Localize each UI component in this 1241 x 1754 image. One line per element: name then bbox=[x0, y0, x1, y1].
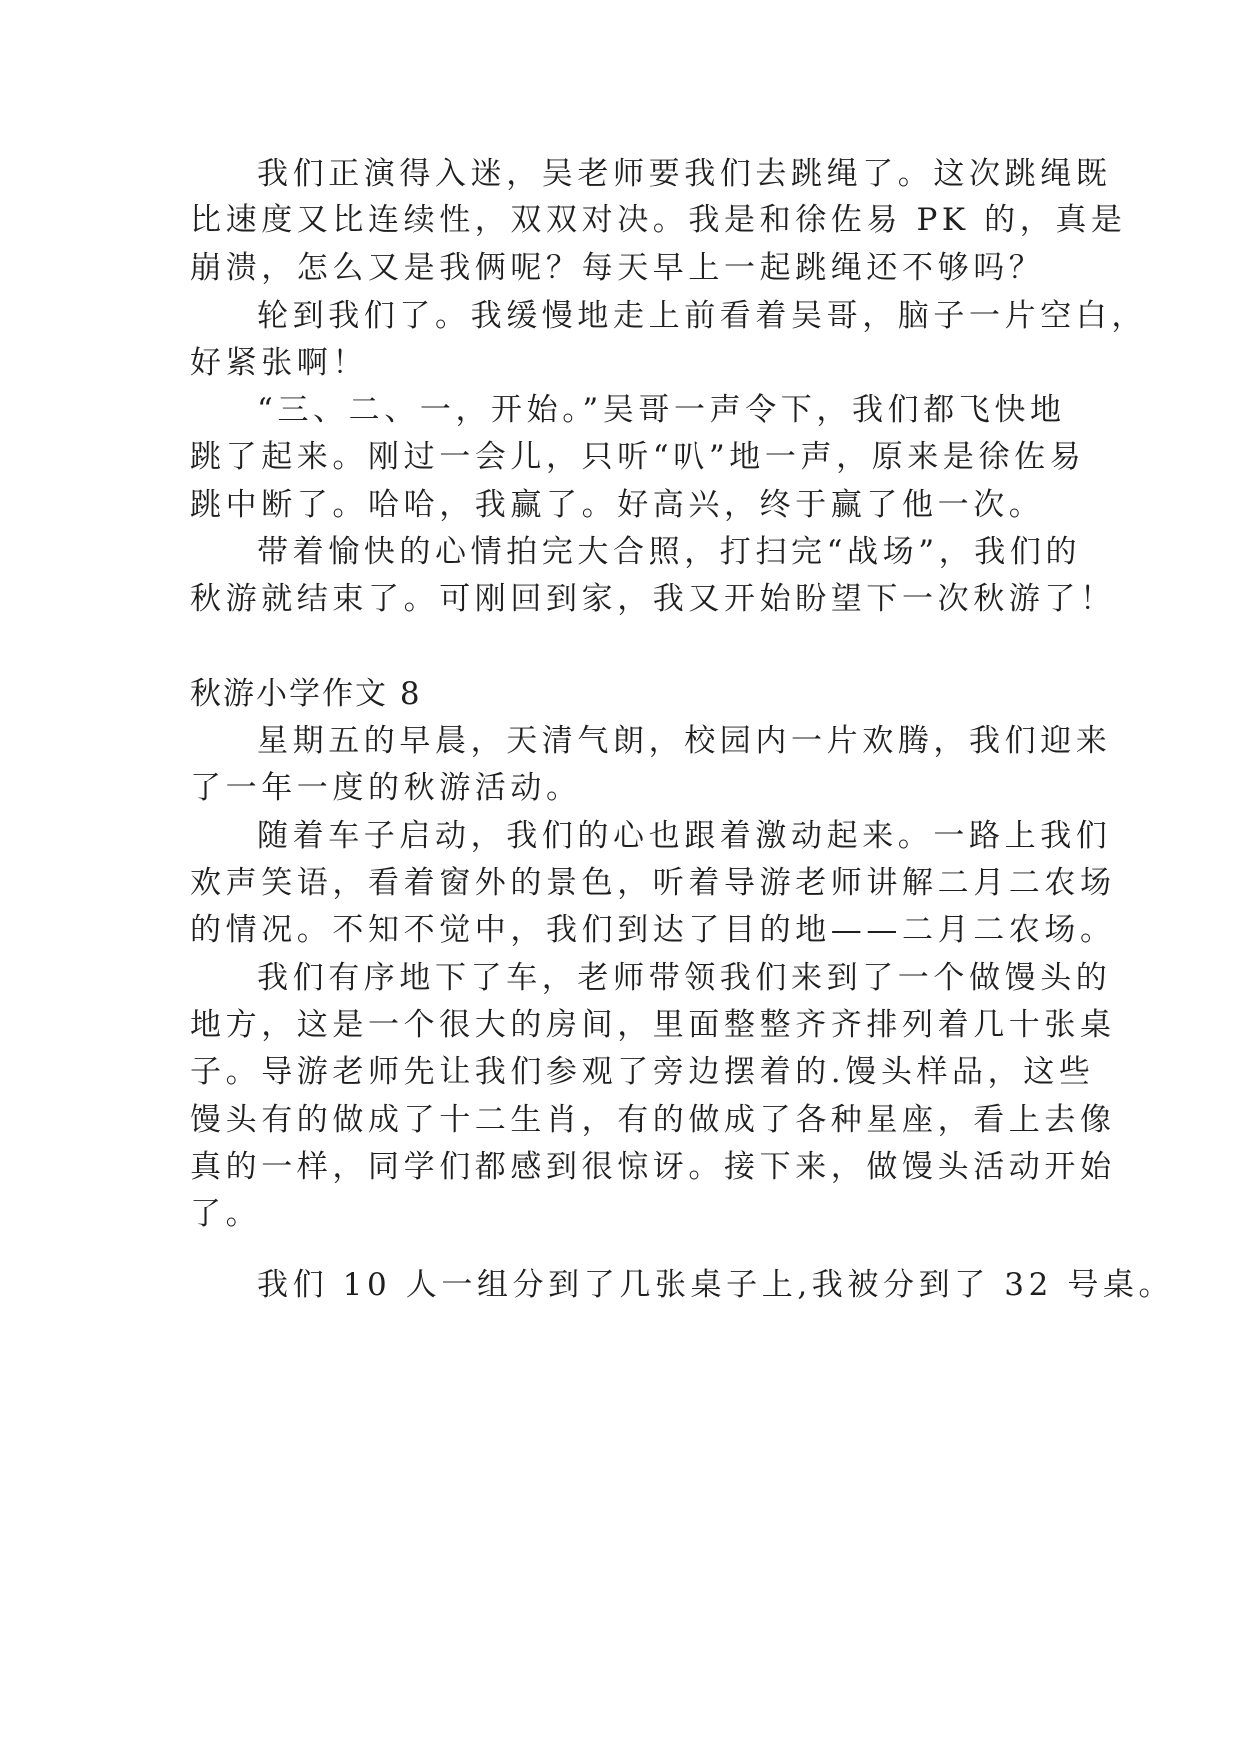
paragraph-line: 子。导游老师先让我们参观了旁边摆着的.馒头样品，这些 bbox=[190, 1054, 1095, 1090]
paragraph-line: 欢声笑语，看着窗外的景色，听着导游老师讲解二月二农场 bbox=[190, 865, 1116, 901]
paragraph-line: “三、二、一，开始。”吴哥一声令下，我们都飞快地 bbox=[257, 392, 1066, 428]
paragraph-line: 跳中断了。哈哈，我赢了。好高兴，终于赢了他一次。 bbox=[190, 487, 1045, 523]
paragraph-line: 地方，这是一个很大的房间，里面整整齐齐排列着几十张桌 bbox=[190, 1007, 1116, 1043]
paragraph-line: 跳了起来。刚过一会儿，只听“叭”地一声，原来是徐佐易 bbox=[190, 439, 1086, 475]
paragraph-line: 我们有序地下了车，老师带领我们来到了一个做馒头的 bbox=[257, 960, 1112, 996]
paragraph-line: 我们正演得入迷，吴老师要我们去跳绳了。这次跳绳既 bbox=[257, 156, 1112, 192]
paragraph-line: 好紧张啊！ bbox=[190, 345, 368, 381]
paragraph-line: 星期五的早晨，天清气朗，校园内一片欢腾，我们迎来 bbox=[257, 723, 1112, 759]
paragraph-line: 我们 10 人一组分到了几张桌子上,我被分到了 32 号桌。 bbox=[257, 1267, 1175, 1303]
paragraph-line: 了。 bbox=[190, 1196, 262, 1232]
paragraph-line: 的情况。不知不觉中，我们到达了目的地——二月二农场。 bbox=[190, 912, 1116, 948]
section-heading: 秋游小学作文 8 bbox=[190, 676, 422, 712]
paragraph-line: 轮到我们了。我缓慢地走上前看着吴哥，脑子一片空白， bbox=[257, 298, 1147, 334]
paragraph-line: 秋游就结束了。可刚回到家，我又开始盼望下一次秋游了！ bbox=[190, 581, 1116, 617]
paragraph-line: 比速度又比连续性，双双对决。我是和徐佐易 PK 的，真是 bbox=[190, 202, 1127, 238]
paragraph-line: 真的一样，同学们都感到很惊讶。接下来，做馒头活动开始 bbox=[190, 1149, 1116, 1185]
paragraph-line: 了一年一度的秋游活动。 bbox=[190, 770, 582, 806]
paragraph-line: 崩溃，怎么又是我俩呢？每天早上一起跳绳还不够吗？ bbox=[190, 250, 1045, 286]
paragraph-line: 馒头有的做成了十二生肖，有的做成了各种星座，看上去像 bbox=[190, 1102, 1116, 1138]
paragraph-line: 带着愉快的心情拍完大合照，打扫完“战场”，我们的 bbox=[257, 534, 1082, 570]
paragraph-line: 随着车子启动，我们的心也跟着激动起来。一路上我们 bbox=[257, 818, 1112, 854]
